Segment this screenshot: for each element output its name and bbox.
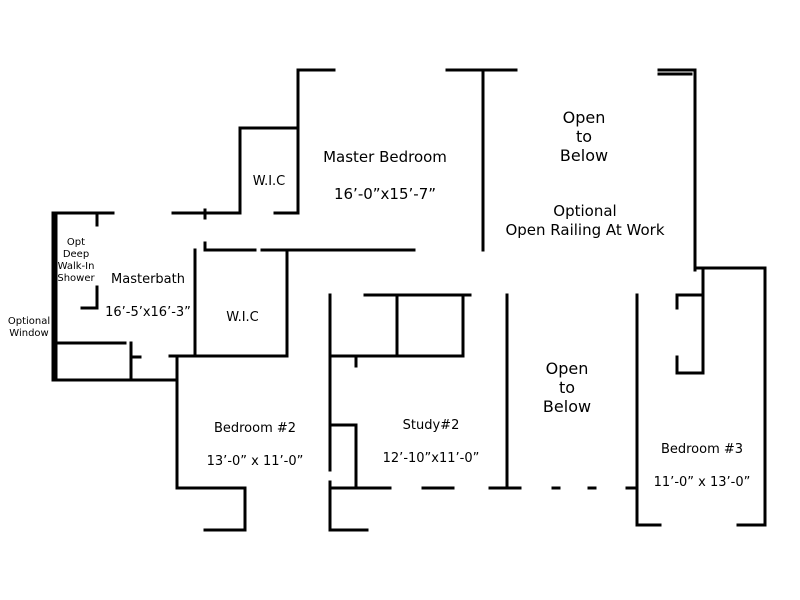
room-study-2 — [366, 402, 496, 483]
masterbath-name: Masterbath — [111, 272, 185, 288]
open-to-below-top: Open to Below — [559, 108, 609, 166]
wic-upper-name: W.I.C — [252, 174, 286, 190]
wic-lower-name: W.I.C — [226, 310, 259, 326]
bedroom-2-size: 13’-0” x 11’-0” — [206, 453, 304, 469]
study-2-size: 12’-10”x11’-0” — [382, 450, 480, 466]
room-master-bedroom — [300, 129, 470, 223]
open-to-below-middle: Open to Below — [542, 359, 592, 417]
opt-deep-shower-label: Opt Deep Walk-In Shower — [57, 237, 95, 284]
room-bedroom-2 — [185, 405, 325, 486]
study-2-name: Study#2 — [402, 418, 460, 434]
bedroom-3-name: Bedroom #3 — [660, 442, 744, 458]
bedroom-2-name: Bedroom #2 — [213, 421, 297, 437]
room-wic-lower — [210, 294, 275, 343]
room-bedroom-3 — [632, 426, 772, 507]
optional-window-label: Optional Window — [7, 316, 51, 339]
optional-open-railing-label: Optional Open Railing At Work — [505, 202, 665, 239]
room-masterbath — [103, 256, 193, 337]
room-wic-upper — [241, 158, 297, 207]
master-bedroom-size: 16’-0”x15’-7” — [333, 185, 437, 204]
bedroom-3-size: 11’-0” x 13’-0” — [653, 474, 751, 490]
masterbath-size: 16’-5’x16’-3” — [105, 304, 191, 320]
master-bedroom-name: Master Bedroom — [323, 147, 447, 166]
